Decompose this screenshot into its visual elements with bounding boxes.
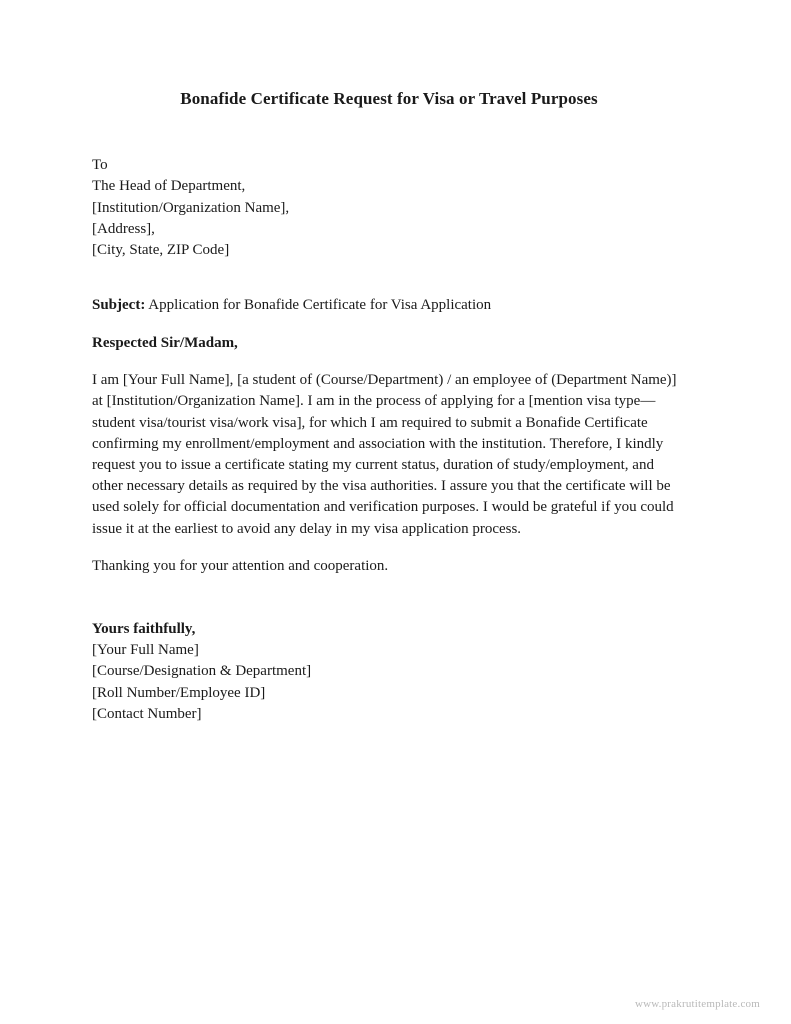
- footer-watermark: www.prakrutitemplate.com: [634, 998, 760, 1010]
- closing-paragraph: Thanking you for your attention and cooperation.: [92, 557, 389, 574]
- body-paragraph: I am [Your Full Name], [a student of (Course/Department) / an employee of (Department Name)] at [Institution/Organization Name]. I am in the process of applying for a [mention visa type—student visa/tourist visa/work visa], for which I am required to submit a Bonafide Certificate confirming my enrollment/employment and association with the institution. Therefore, I kindly request you to issue a certificate stating my current status, duration of study/employment, and other necessary details as required by the visa authorities. I assure you that the certificate will be used solely for official documentation and verification purposes. I would be grateful if you could issue it at the earliest to avoid any delay in my visa application process.: [92, 372, 677, 537]
- signature-line: [Your Full Name]: [92, 642, 199, 659]
- recipient-address-block: [92, 155, 686, 261]
- address-line: The Head of Department,: [92, 178, 246, 195]
- signature-line: [Contact Number]: [92, 705, 202, 722]
- subject-text: Application for Bonafide Certificate for Visa Application: [145, 297, 492, 314]
- address-line: [Address],: [92, 220, 155, 237]
- salutation: Respected Sir/Madam,: [92, 335, 238, 352]
- address-line: [City, State, ZIP Code]: [92, 241, 230, 258]
- address-line: [Institution/Organization Name],: [92, 199, 290, 216]
- signature-line: [Roll Number/Employee ID]: [92, 684, 266, 701]
- subject-label: Subject:: [92, 297, 146, 314]
- signature-line: [Course/Designation & Department]: [92, 663, 312, 680]
- signature-block: [92, 619, 686, 725]
- signature-closing: Yours faithfully,: [92, 620, 196, 637]
- subject-line: [92, 295, 686, 316]
- document-content: [92, 0, 686, 725]
- page-title: Bonafide Certificate Request for Visa or Travel Purposes: [180, 89, 598, 108]
- address-line: To: [92, 157, 108, 174]
